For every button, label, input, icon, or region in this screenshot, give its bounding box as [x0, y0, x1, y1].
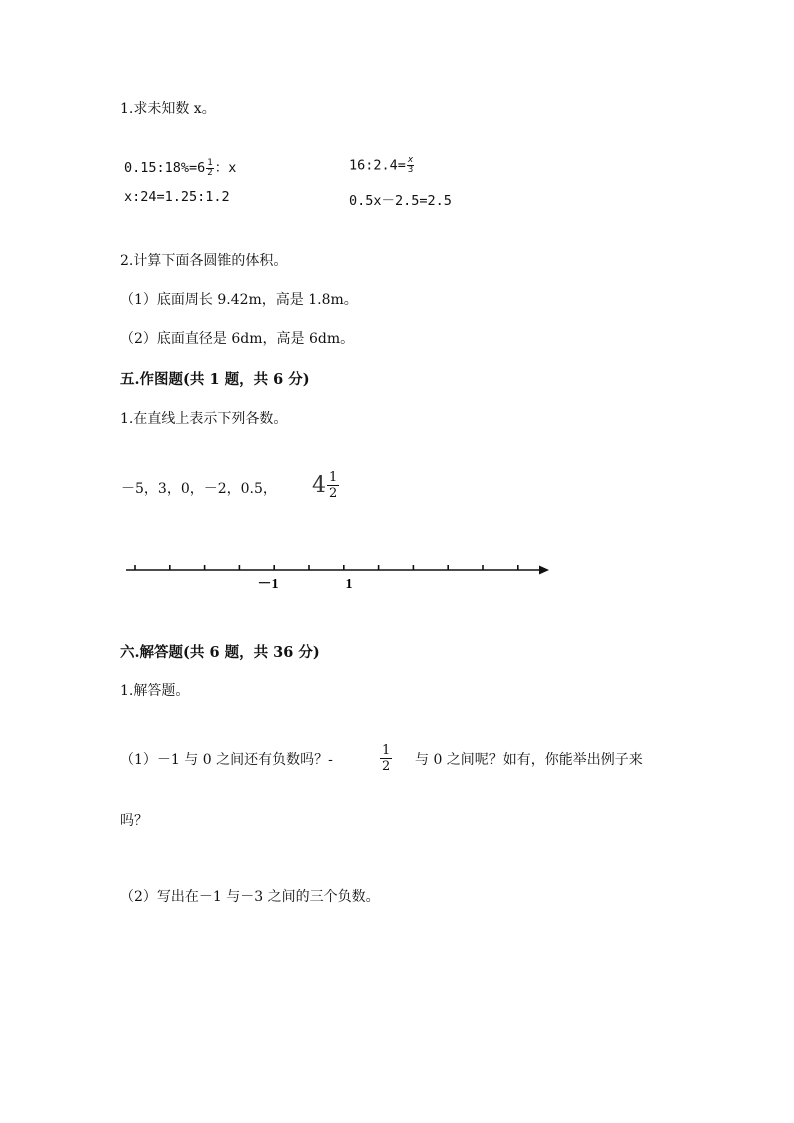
section-5-q1-title: 1.在直线上表示下列各数。 — [120, 411, 288, 427]
section-5-heading: 五.作图题(共 1 题，共 6 分) — [120, 371, 310, 388]
q2-item-1: （1）底面周长 9.42m，高是 1.8m。 — [120, 292, 358, 308]
mixed-number-whole: 4 — [312, 473, 326, 498]
number-line-label-1: 1 — [345, 577, 353, 592]
fraction-numerator: x — [407, 155, 414, 165]
section-6-heading: 六.解答题(共 6 题，共 36 分) — [120, 644, 320, 661]
fraction-numerator: 1 — [329, 470, 338, 485]
fraction-denominator: 2 — [329, 486, 338, 501]
number-line-label-neg1: －1 — [257, 577, 279, 592]
equation-2-left: 16:2.4= — [349, 157, 406, 174]
fraction-denominator: 2 — [207, 167, 213, 178]
sub-question-1-start: （1）－1 与 0 之间还有负数吗？- — [120, 752, 333, 768]
fraction-denominator: 2 — [382, 759, 391, 774]
q2-item-2: （2）底面直径是 6dm，高是 6dm。 — [120, 331, 355, 347]
equation-4: 0.5x－2.5=2.5 — [349, 193, 452, 209]
section-6-q1-title: 1.解答题。 — [120, 683, 190, 699]
numbers-list: －5，3，0，－2，0.5， — [121, 481, 277, 497]
sub-question-1-fraction — [379, 743, 393, 774]
equation-3: x:24=1.25:1.2 — [124, 189, 230, 205]
q2-title: 2.计算下面各圆锥的体积。 — [120, 253, 288, 269]
sub-question-2: （2）写出在－1 与－3 之间的三个负数。 — [120, 889, 380, 905]
fraction-numerator: 1 — [382, 743, 391, 758]
equation-1-left: 0.15:18%=6 — [124, 160, 206, 176]
sub-question-1-end: 与 0 之间呢？如有，你能举出例子来 — [415, 752, 643, 768]
q1-title: 1.求未知数 x。 — [120, 101, 216, 117]
fraction-denominator: 3 — [407, 165, 414, 175]
number-line-arrow — [539, 566, 549, 575]
equation-1-right: ：x — [214, 160, 237, 176]
fraction-numerator: 1 — [207, 157, 213, 168]
sub-question-1-continued: 吗？ — [120, 813, 148, 829]
